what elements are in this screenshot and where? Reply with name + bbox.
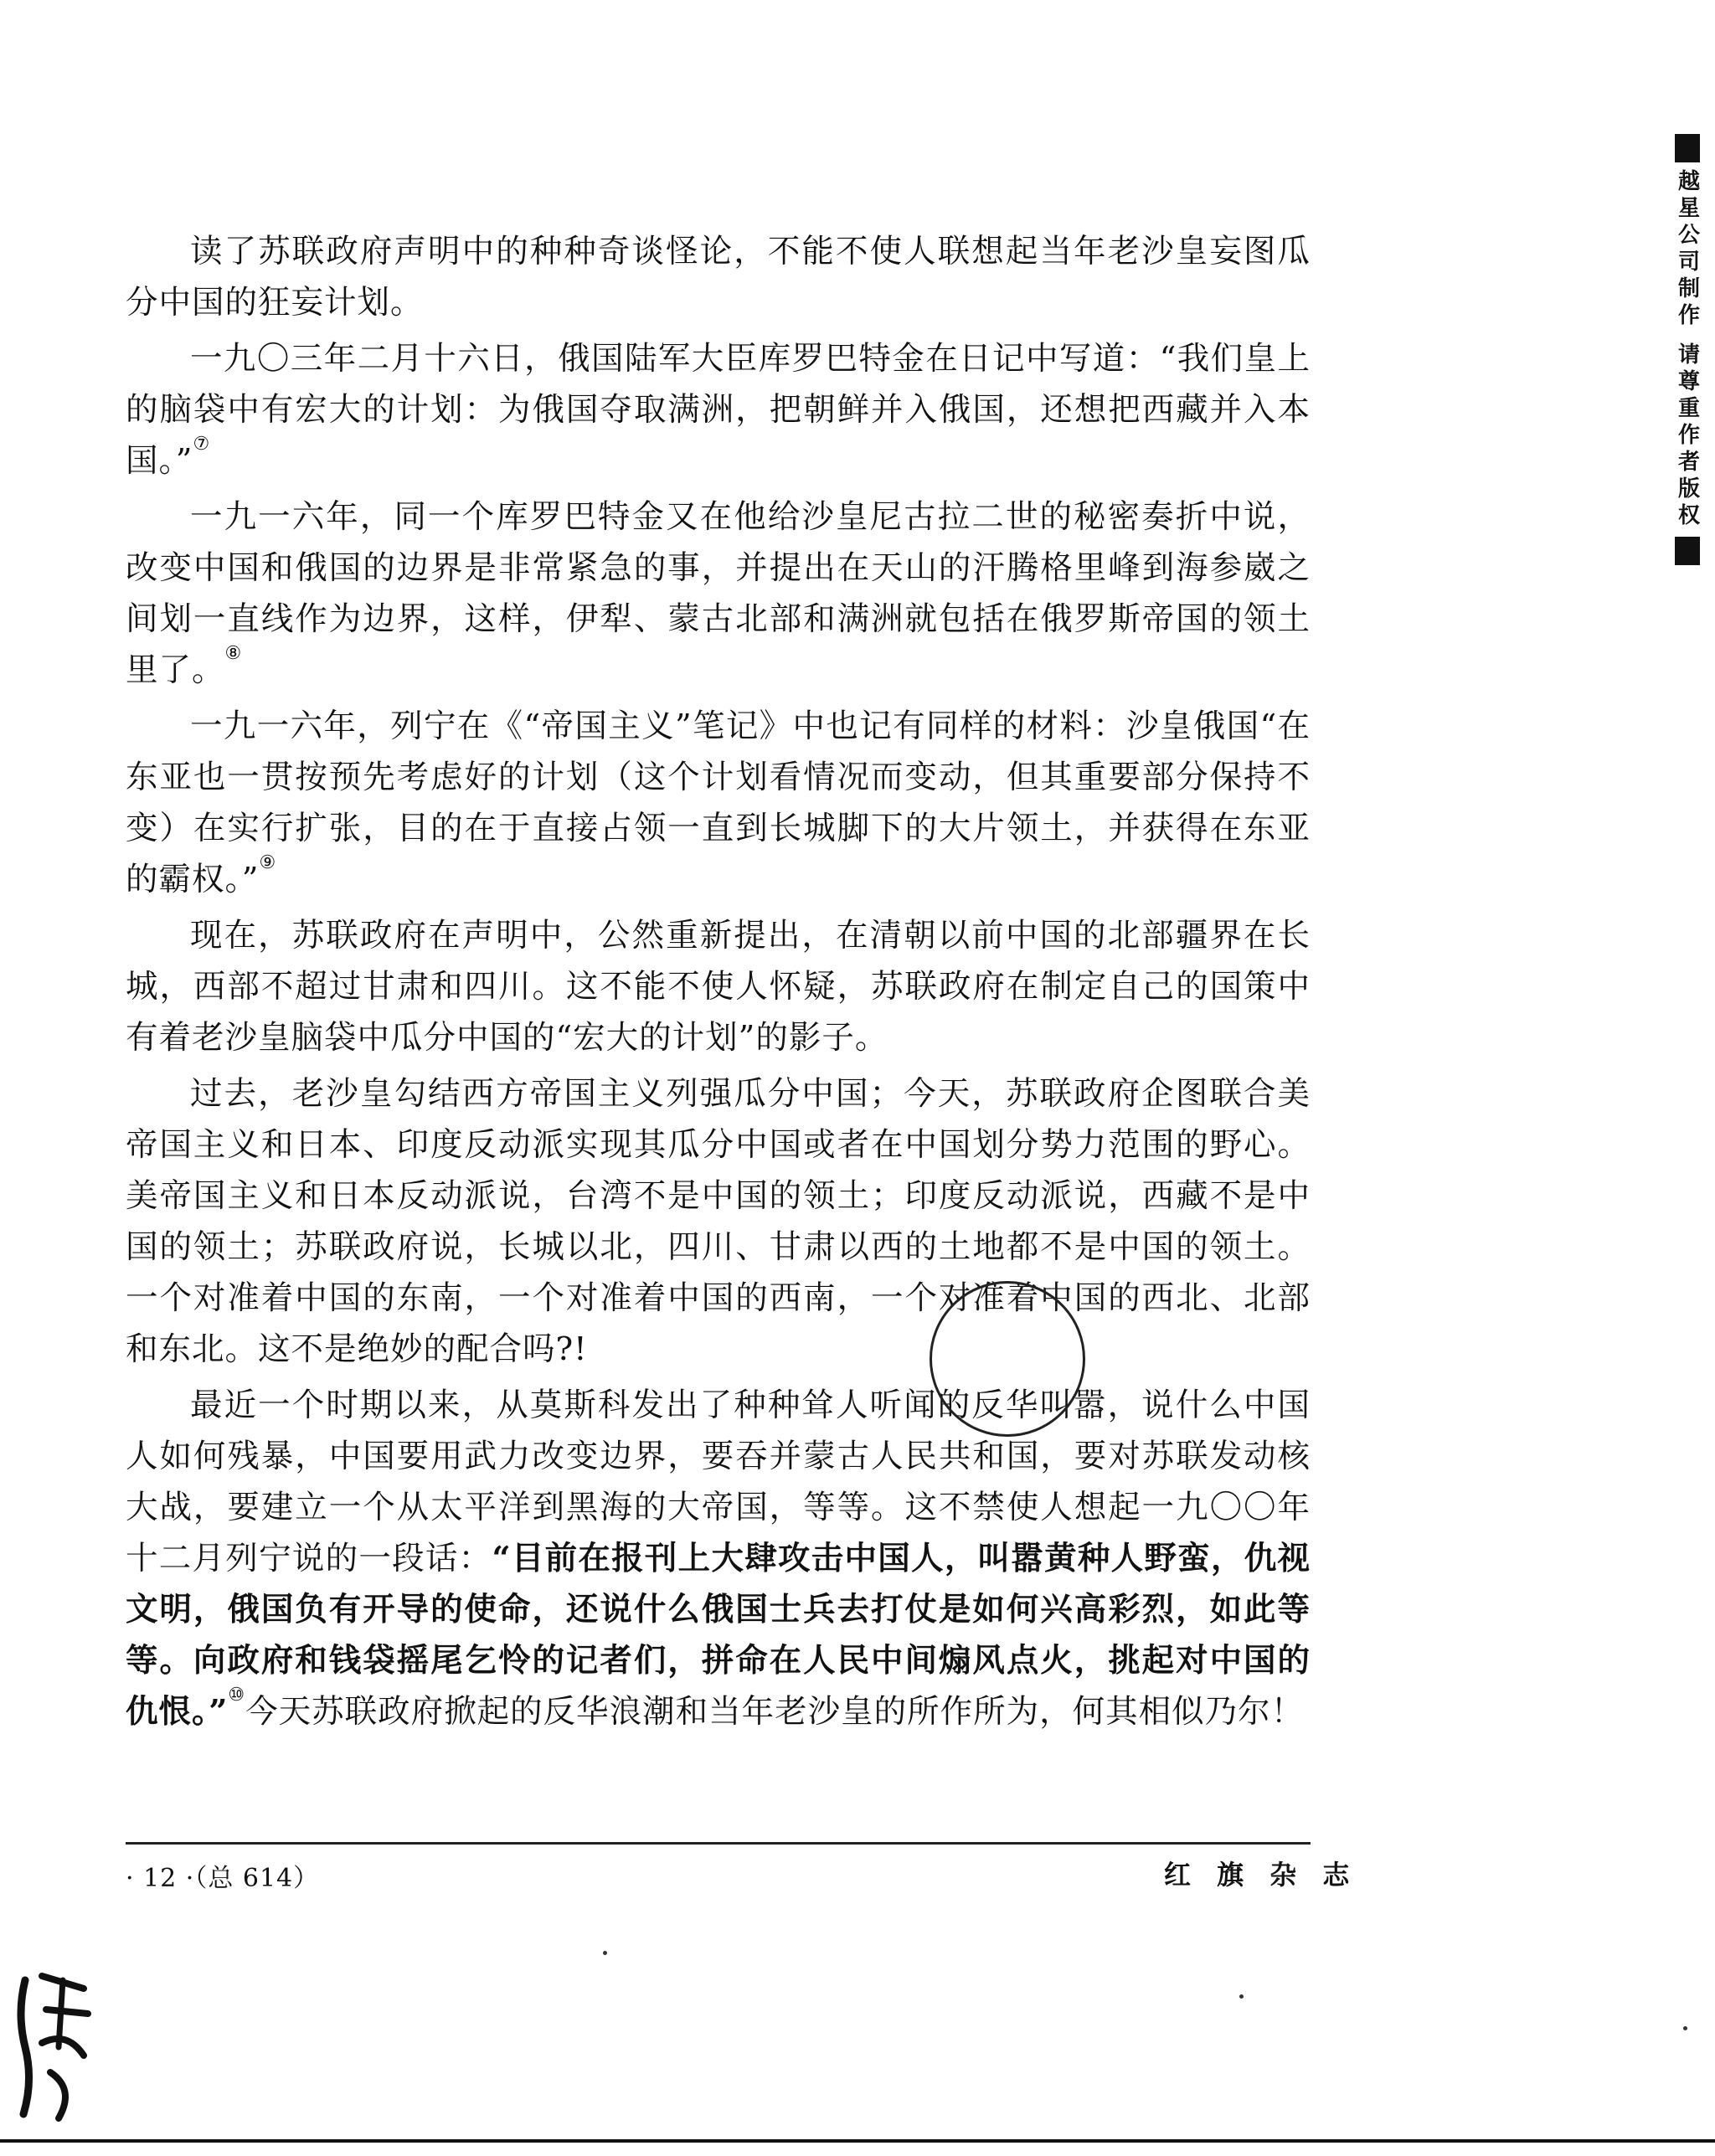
scan-speck bbox=[603, 1951, 607, 1955]
footnote-marker: ⑩ bbox=[228, 1685, 246, 1706]
footnote-marker: ⑨ bbox=[259, 852, 277, 873]
seal-stamp-icon bbox=[8, 1963, 100, 2131]
paragraph-1: 读了苏联政府声明中的种种奇谈怪论，不能不使人联想起当年老沙皇妄图瓜分中国的狂妄计划。 bbox=[126, 233, 1311, 322]
paragraph-2: 一九〇三年二月十六日，俄国陆军大臣库罗巴特金在日记中写道：“我们皇上的脑袋中有宏大的计划：为俄国夺取满洲，把朝鲜并入俄国，还想把西藏并入本国。”⑦ bbox=[126, 340, 1311, 480]
footnote-marker: ⑦ bbox=[193, 434, 211, 455]
footnote-marker: ⑧ bbox=[224, 643, 243, 664]
footer-rule bbox=[126, 1842, 1311, 1845]
paragraph-5: 现在，苏联政府在声明中，公然重新提出，在清朝以前中国的北部疆界在长城，西部不超过甘肃和四川。这不能不使人怀疑，苏联政府在制定自己的国策中有着老沙皇脑袋中瓜分中国的“宏大的计划”的影子。 bbox=[126, 917, 1311, 1057]
side-banner bbox=[1671, 134, 1704, 565]
journal-name: 红 旗 杂 志 bbox=[1164, 1859, 1358, 1891]
article-body bbox=[126, 226, 1311, 1742]
page-number: · 12 ·（总 614） bbox=[126, 1864, 320, 1893]
paragraph-4: 一九一六年，列宁在《“帝国主义”笔记》中也记有同样的材料：沙皇俄国“在东亚也一贯按预先考虑好的计划（这个计划看情况而变动，但其重要部分保持不变）在实行扩张，目的在于直接占领一直到长城脚下的大片领土，并获得在东亚的霸权。”⑨ bbox=[126, 708, 1311, 898]
paragraph-6: 过去，老沙皇勾结西方帝国主义列强瓜分中国；今天，苏联政府企图联合美帝国主义和日本、印度反动派实现其瓜分中国或者在中国划分势力范围的野心。美帝国主义和日本反动派说，台湾不是中国的领土；印度反动派说，西藏不是中国的领土；苏联政府说，长城以北，四川、甘肃以西的土地都不是中国的领土。一个对准着中国的东南，一个对准着中国的西南，一个对准着中国的西北、北部和东北。这不是绝妙的配合吗?! bbox=[126, 1075, 1311, 1368]
paragraph-3: 一九一六年，同一个库罗巴特金又在他给沙皇尼古拉二世的秘密奏折中说，改变中国和俄国的边界是非常紧急的事，并提出在天山的汗腾格里峰到海参崴之间划一直线作为边界，这样，伊犁、蒙古北部和满洲就包括在俄罗斯帝国的领土里了。⑧ bbox=[126, 498, 1311, 689]
side-banner-text: 越星公司制作 请尊重作者版权 bbox=[1674, 169, 1700, 531]
hand-drawn-circle-mark bbox=[930, 1281, 1085, 1437]
lenin-quote: “目前在报刊上大肆攻击中国人，叫嚣黄种人野蛮，仇视文明，俄国负有开导的使命，还说什么俄国士兵去打仗是如何兴高彩烈，如此等等。向政府和钱袋摇尾乞怜的记者们，拼命在人民中间煽风点火，挑起对中国的仇恨。” bbox=[126, 1540, 1311, 1731]
scan-speck bbox=[1683, 2026, 1687, 2030]
scan-speck bbox=[1239, 1994, 1244, 1999]
paragraph-7: 最近一个时期以来，从莫斯科发出了种种耸人听闻的反华叫嚣，说什么中国人如何残暴，中国要用武力改变边界，要吞并蒙古人民共和国，要对苏联发动核大战，要建立一个从太平洋到黑海的大帝国，等等。这不禁使人想起一九〇〇年十二月列宁说的一段话：“目前在报刊上大肆攻击中国人，叫嚣黄种人野蛮，仇视文明，俄国负有开导的使命，还说什么俄国士兵去打仗是如何兴高彩烈，如此等等。向政府和钱袋摇尾乞怜的记者们，拼命在人民中间煽风点火，挑起对中国的仇恨。”⑩今天苏联政府掀起的反华浪潮和当年老沙皇的所作所为，何其相似乃尔！ bbox=[126, 1387, 1311, 1731]
scan-edge-line bbox=[0, 2139, 1715, 2143]
banner-top-bar bbox=[1675, 134, 1700, 162]
banner-bottom-bar bbox=[1675, 537, 1700, 565]
